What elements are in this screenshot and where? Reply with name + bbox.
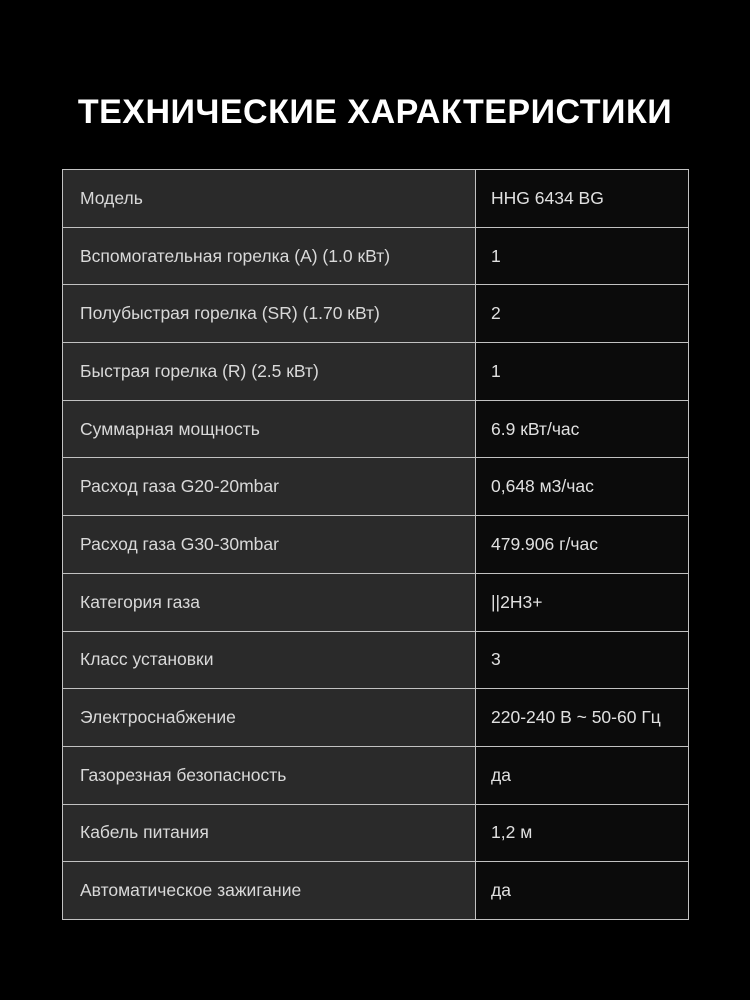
spec-label-cell: Категория газа: [63, 574, 475, 631]
page-title: ТЕХНИЧЕСКИЕ ХАРАКТЕРИСТИКИ: [77, 93, 673, 131]
table-row: [63, 457, 688, 515]
table-row: [63, 631, 688, 689]
table-row: [63, 227, 688, 285]
spec-value-cell: да: [475, 862, 688, 919]
spec-label-cell: Расход газа G20-20mbar: [63, 458, 475, 515]
spec-value-cell: HHG 6434 BG: [475, 170, 688, 227]
spec-value-cell: 1,2 м: [475, 805, 688, 862]
spec-value-cell: 6.9 кВт/час: [475, 401, 688, 458]
spec-label-cell: Газорезная безопасность: [63, 747, 475, 804]
spec-label-cell: Полубыстрая горелка (SR) (1.70 кВт): [63, 285, 475, 342]
table-row: [63, 861, 688, 919]
spec-value-cell: 0,648 м3/час: [475, 458, 688, 515]
spec-table: [62, 169, 689, 920]
spec-value-cell: 479.906 г/час: [475, 516, 688, 573]
spec-label-cell: Вспомогательная горелка (A) (1.0 кВт): [63, 228, 475, 285]
spec-label-cell: Суммарная мощность: [63, 401, 475, 458]
spec-value-cell: да: [475, 747, 688, 804]
table-row: [63, 746, 688, 804]
table-row: [63, 170, 688, 227]
spec-value-cell: 2: [475, 285, 688, 342]
spec-label-cell: Электроснабжение: [63, 689, 475, 746]
spec-label-cell: Модель: [63, 170, 475, 227]
spec-label-cell: Класс установки: [63, 632, 475, 689]
spec-value-cell: 220-240 В ~ 50-60 Гц: [475, 689, 688, 746]
spec-value-cell: 1: [475, 343, 688, 400]
table-row: [63, 515, 688, 573]
table-row: [63, 342, 688, 400]
table-row: [63, 400, 688, 458]
table-row: [63, 688, 688, 746]
spec-value-cell: 1: [475, 228, 688, 285]
spec-label-cell: Быстрая горелка (R) (2.5 кВт): [63, 343, 475, 400]
table-row: [63, 573, 688, 631]
spec-value-cell: ||2H3+: [475, 574, 688, 631]
spec-label-cell: Автоматическое зажигание: [63, 862, 475, 919]
spec-label-cell: Кабель питания: [63, 805, 475, 862]
spec-label-cell: Расход газа G30-30mbar: [63, 516, 475, 573]
table-row: [63, 804, 688, 862]
table-row: [63, 284, 688, 342]
spec-value-cell: 3: [475, 632, 688, 689]
